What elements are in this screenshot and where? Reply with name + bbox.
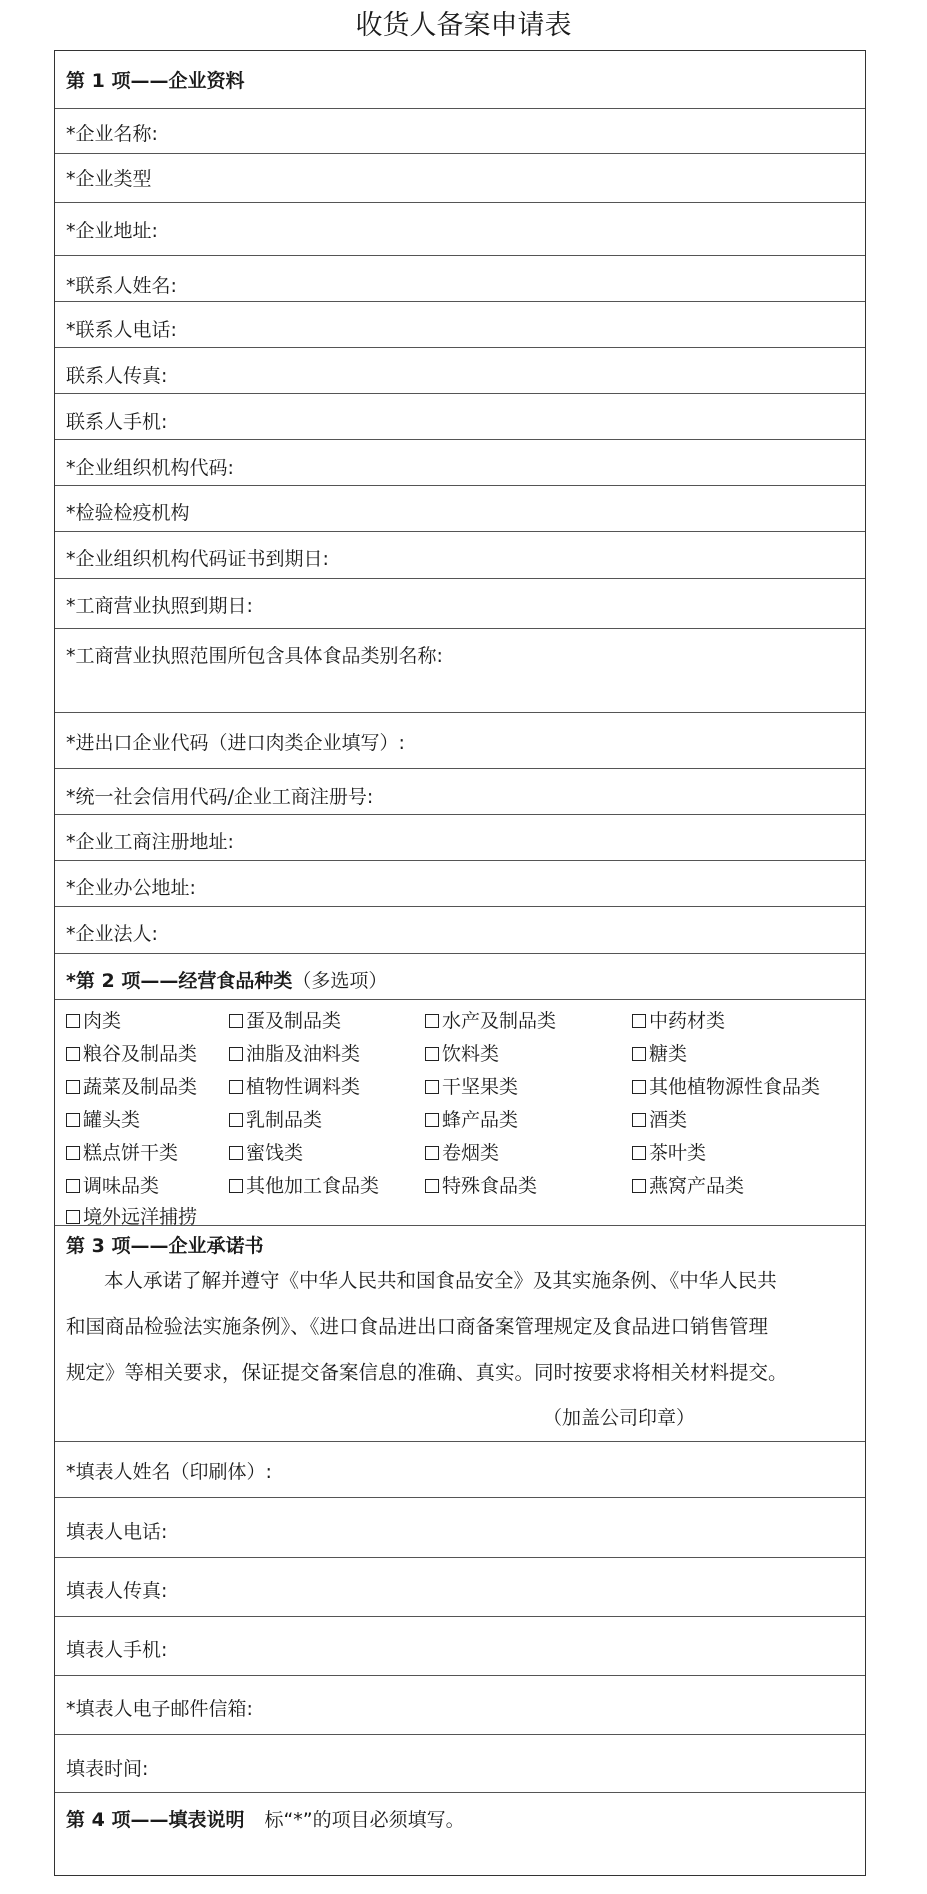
- field-label: *企业组织机构代码证书到期日:: [66, 548, 329, 570]
- commitment-text: [66, 1258, 856, 1396]
- section2-heading-row: [55, 953, 865, 999]
- checkbox-icon[interactable]: [66, 1146, 80, 1160]
- checkbox-icon[interactable]: [632, 1113, 646, 1127]
- option-label: 蛋及制品类: [246, 1010, 342, 1032]
- field-label: *联系人姓名:: [66, 275, 177, 297]
- checkbox-icon[interactable]: [632, 1014, 646, 1028]
- option-checkbox[interactable]: [66, 1072, 197, 1099]
- company-seal-note: （加盖公司印章）: [542, 1407, 695, 1429]
- option-checkbox[interactable]: [425, 1072, 518, 1099]
- option-checkbox[interactable]: [425, 1138, 499, 1165]
- section4-note: 标“*”的项目必须填写。: [264, 1809, 465, 1831]
- field-label: *填表人姓名（印刷体）:: [66, 1461, 272, 1483]
- checkbox-icon[interactable]: [632, 1179, 646, 1193]
- option-checkbox[interactable]: [632, 1006, 725, 1033]
- field-license-scope[interactable]: [55, 628, 865, 712]
- field-inspection-agency[interactable]: [55, 485, 865, 531]
- option-label: 茶叶类: [649, 1142, 707, 1164]
- option-checkbox[interactable]: [425, 1171, 537, 1198]
- option-checkbox[interactable]: [66, 1039, 197, 1066]
- field-label: *工商营业执照范围所包含具体食品类别名称:: [66, 645, 443, 667]
- option-label: 酒类: [649, 1109, 688, 1131]
- field-filler-fax[interactable]: [55, 1557, 865, 1616]
- section4-heading: 第 4 项——填表说明: [66, 1809, 245, 1831]
- option-checkbox[interactable]: [66, 1105, 140, 1132]
- option-label: 植物性调料类: [246, 1076, 361, 1098]
- checkbox-icon[interactable]: [66, 1014, 80, 1028]
- option-checkbox[interactable]: [229, 1039, 360, 1066]
- form-title: 收货人备案申请表: [355, 10, 572, 41]
- field-filler-phone[interactable]: [55, 1497, 865, 1557]
- field-label: *进出口企业代码（进口肉类企业填写）:: [66, 732, 405, 754]
- field-label: *工商营业执照到期日:: [66, 595, 253, 617]
- field-office-address[interactable]: [55, 860, 865, 906]
- field-filler-email[interactable]: [55, 1675, 865, 1734]
- option-label: 调味品类: [83, 1175, 160, 1197]
- field-label: 联系人手机:: [66, 411, 168, 433]
- field-license-expiry[interactable]: [55, 578, 865, 628]
- section2-note: （多选项）: [292, 970, 388, 992]
- option-label: 饮料类: [442, 1043, 500, 1065]
- option-label: 罐头类: [83, 1109, 141, 1131]
- checkbox-icon[interactable]: [632, 1080, 646, 1094]
- option-label: 其他植物源性食品类: [649, 1076, 821, 1098]
- option-label: 肉类: [83, 1010, 122, 1032]
- field-contact-fax[interactable]: [55, 347, 865, 393]
- field-label: 填表人传真:: [66, 1580, 168, 1602]
- checkbox-icon[interactable]: [229, 1047, 243, 1061]
- section2-title: *第 2 项——经营食品种类: [66, 970, 293, 992]
- food-category-options: [55, 999, 865, 1228]
- field-company-type[interactable]: [55, 153, 865, 202]
- field-legal-person[interactable]: [55, 906, 865, 953]
- option-label: 乳制品类: [246, 1109, 323, 1131]
- option-label: 糕点饼干类: [83, 1142, 179, 1164]
- checkbox-icon[interactable]: [66, 1210, 80, 1224]
- option-checkbox[interactable]: [229, 1072, 360, 1099]
- option-label: 境外远洋捕捞: [83, 1206, 198, 1228]
- option-checkbox[interactable]: [425, 1006, 556, 1033]
- option-label: 油脂及油料类: [246, 1043, 361, 1065]
- option-label: 燕窝产品类: [649, 1175, 745, 1197]
- application-form: [54, 50, 866, 1876]
- field-label: *企业办公地址:: [66, 877, 196, 899]
- checkbox-icon[interactable]: [229, 1179, 243, 1193]
- field-label: *企业地址:: [66, 220, 158, 242]
- checkbox-icon[interactable]: [425, 1014, 439, 1028]
- option-checkbox[interactable]: [229, 1006, 341, 1033]
- section3-commitment: [55, 1225, 865, 1441]
- field-company-name[interactable]: [55, 108, 865, 153]
- checkbox-icon[interactable]: [66, 1080, 80, 1094]
- checkbox-icon[interactable]: [425, 1179, 439, 1193]
- checkbox-icon[interactable]: [632, 1047, 646, 1061]
- checkbox-icon[interactable]: [229, 1014, 243, 1028]
- field-label: *企业工商注册地址:: [66, 831, 234, 853]
- field-import-export-code[interactable]: [55, 712, 865, 768]
- option-label: 中药材类: [649, 1010, 726, 1032]
- option-checkbox[interactable]: [425, 1105, 518, 1132]
- checkbox-icon[interactable]: [425, 1047, 439, 1061]
- option-label: 水产及制品类: [442, 1010, 557, 1032]
- field-label: 填表人电话:: [66, 1521, 168, 1543]
- field-label: 填表时间:: [66, 1758, 149, 1780]
- option-checkbox[interactable]: [229, 1171, 379, 1198]
- option-label: 蔬菜及制品类: [83, 1076, 198, 1098]
- option-checkbox[interactable]: [632, 1138, 706, 1165]
- option-label: 其他加工食品类: [246, 1175, 380, 1197]
- field-label: *检验检疫机构: [66, 502, 190, 524]
- checkbox-icon[interactable]: [229, 1146, 243, 1160]
- option-label: 蜂产品类: [442, 1109, 519, 1131]
- option-label: 粮谷及制品类: [83, 1043, 198, 1065]
- field-filler-mobile[interactable]: [55, 1616, 865, 1675]
- field-filler-name[interactable]: [55, 1441, 865, 1497]
- section1-heading: 第 1 项——企业资料: [66, 70, 245, 92]
- commitment-line: 规定》等相关要求，保证提交备案信息的准确、真实。同时按要求将相关材料提交。: [66, 1361, 788, 1384]
- field-label: 联系人传真:: [66, 365, 168, 387]
- field-label: 填表人手机:: [66, 1639, 168, 1661]
- option-checkbox[interactable]: [632, 1105, 687, 1132]
- checkbox-icon[interactable]: [632, 1146, 646, 1160]
- option-label: 蜜饯类: [246, 1142, 304, 1164]
- field-label: *企业组织机构代码:: [66, 457, 234, 479]
- checkbox-icon[interactable]: [425, 1113, 439, 1127]
- option-checkbox[interactable]: [66, 1006, 121, 1033]
- section4-line: [66, 1805, 465, 1832]
- option-label: 糖类: [649, 1043, 688, 1065]
- option-checkbox[interactable]: [425, 1039, 499, 1066]
- option-checkbox[interactable]: [229, 1105, 322, 1132]
- option-label: 特殊食品类: [442, 1175, 538, 1197]
- option-label: 卷烟类: [442, 1142, 500, 1164]
- field-org-code[interactable]: [55, 439, 865, 485]
- option-checkbox[interactable]: [632, 1039, 687, 1066]
- field-label: *企业名称:: [66, 123, 158, 145]
- option-label: 干坚果类: [442, 1076, 519, 1098]
- field-label: *统一社会信用代码/企业工商注册号:: [66, 786, 374, 808]
- field-label: *联系人电话:: [66, 319, 177, 341]
- section4-instructions: [55, 1792, 865, 1877]
- section1-heading-row: [55, 51, 865, 108]
- field-company-address[interactable]: [55, 202, 865, 255]
- field-org-code-expiry[interactable]: [55, 531, 865, 578]
- option-checkbox[interactable]: [66, 1138, 178, 1165]
- field-label: *企业法人:: [66, 923, 158, 945]
- field-contact-mobile[interactable]: [55, 393, 865, 439]
- checkbox-icon[interactable]: [66, 1179, 80, 1193]
- checkbox-icon[interactable]: [229, 1080, 243, 1094]
- option-checkbox[interactable]: [632, 1171, 744, 1198]
- section2-heading: [66, 966, 387, 993]
- field-label: *填表人电子邮件信箱:: [66, 1698, 253, 1720]
- commitment-line: 本人承诺了解并遵守《中华人民共和国食品安全》及其实施条例、《中华人民共: [104, 1269, 777, 1292]
- checkbox-icon[interactable]: [425, 1080, 439, 1094]
- field-contact-phone[interactable]: [55, 301, 865, 347]
- field-label: *企业类型: [66, 168, 152, 190]
- checkbox-icon[interactable]: [229, 1113, 243, 1127]
- checkbox-icon[interactable]: [425, 1146, 439, 1160]
- commitment-line: 和国商品检验法实施条例》、《进口食品进出口商备案管理规定及食品进口销售管理: [66, 1315, 769, 1338]
- option-checkbox[interactable]: [66, 1171, 159, 1198]
- field-registered-address[interactable]: [55, 814, 865, 860]
- field-credit-code[interactable]: [55, 768, 865, 814]
- field-filler-date[interactable]: [55, 1734, 865, 1792]
- section3-heading: 第 3 项——企业承诺书: [66, 1235, 264, 1257]
- option-checkbox[interactable]: [229, 1138, 303, 1165]
- field-contact-name[interactable]: [55, 255, 865, 301]
- option-checkbox[interactable]: [632, 1072, 820, 1099]
- checkbox-icon[interactable]: [66, 1113, 80, 1127]
- checkbox-icon[interactable]: [66, 1047, 80, 1061]
